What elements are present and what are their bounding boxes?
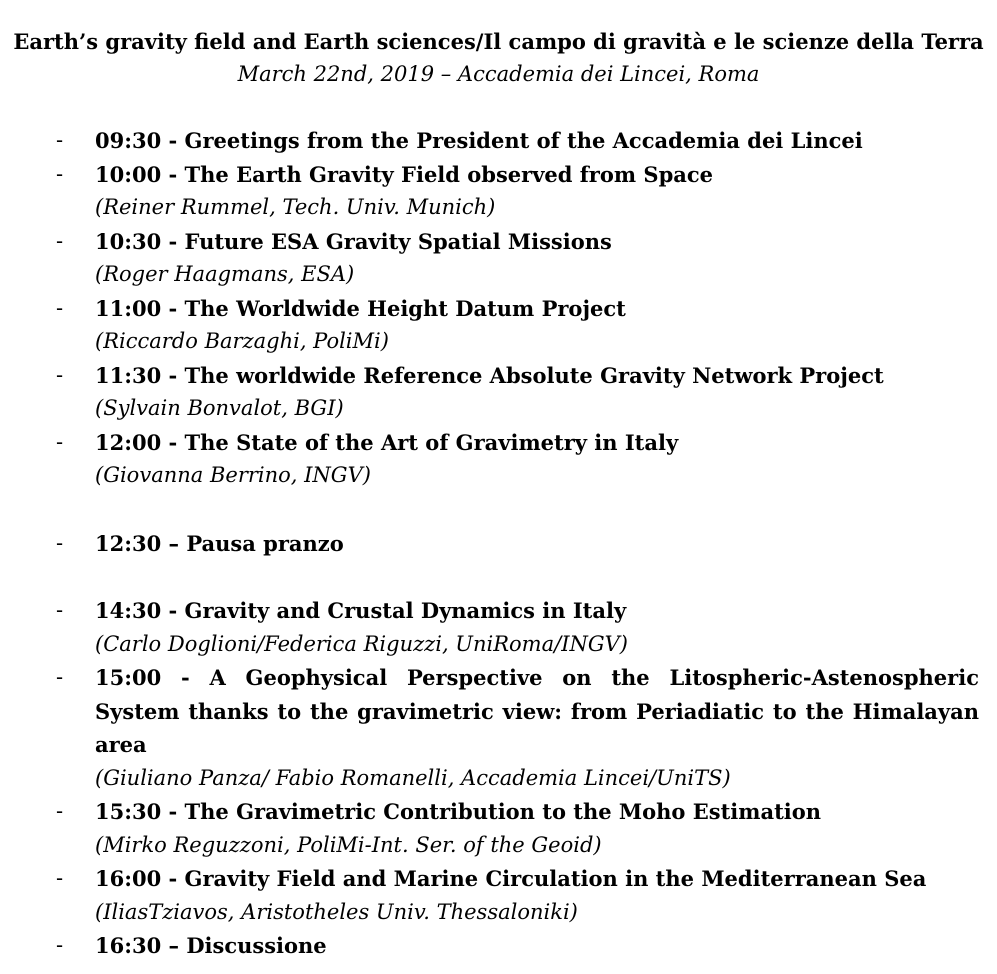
talk-speaker: (Mirko Reguzzoni, PoliMi-Int. Ser. of the Geoid)	[95, 832, 602, 857]
talk-title: 11:30 - The worldwide Reference Absolute Gravity Network Project	[95, 362, 884, 388]
program-item-geophysical-perspective	[0, 661, 997, 795]
program-item-discussion	[0, 929, 997, 963]
program-item-greetings	[0, 124, 997, 158]
list-bullet: -	[56, 429, 64, 454]
document-subtitle: March 22nd, 2019 – Accademia dei Lincei, Roma	[237, 62, 760, 86]
talk-title: 16:30 – Discussione	[95, 933, 327, 958]
talk-title: 10:30 - Future ESA Gravity Spatial Missions	[95, 228, 612, 254]
talk-title: 14:30 - Gravity and Crustal Dynamics in Italy	[95, 598, 627, 623]
document-title: Earth’s gravity field and Earth sciences/Il campo di gravità e le scienze della Terra	[13, 29, 984, 54]
talk-speaker: (Reiner Rummel, Tech. Univ. Munich)	[95, 195, 496, 219]
list-bullet: -	[56, 866, 64, 890]
program-item-gravity-network	[0, 359, 997, 426]
list-bullet: -	[56, 799, 64, 823]
list-bullet: -	[56, 228, 64, 253]
talk-speaker: (Giuliano Panza/ Fabio Romanelli, Accademia Lincei/UniTS)	[95, 765, 731, 790]
spacer	[0, 493, 997, 527]
list-bullet: -	[56, 598, 64, 622]
list-bullet: -	[56, 362, 64, 387]
program-item-esa-missions	[0, 225, 997, 292]
talk-title: 12:00 - The State of the Art of Gravimetry in Italy	[95, 429, 679, 455]
program-item-earth-gravity-field	[0, 158, 997, 225]
program-item-lunch-break	[0, 527, 997, 561]
talk-title: 15:00 - A Geophysical Perspective on the Litospheric-Astenospheric System thanks to the gravimetric view: from Periadiatic to the Himalayan area	[95, 665, 979, 757]
talk-speaker: (Riccardo Barzaghi, PoliMi)	[95, 329, 389, 353]
program-item-crustal-dynamics	[0, 594, 997, 661]
list-bullet: -	[56, 295, 64, 320]
list-bullet: -	[56, 665, 64, 689]
program-item-moho-estimation	[0, 795, 997, 862]
list-bullet: -	[56, 530, 64, 555]
talk-speaker: (IliasTziavos, Aristotheles Univ. Thessaloniki)	[95, 899, 578, 924]
talk-title: 16:00 - Gravity Field and Marine Circulation in the Mediterranean Sea	[95, 866, 927, 891]
program-item-gravimetry-italy	[0, 426, 997, 493]
talk-title: 10:00 - The Earth Gravity Field observed from Space	[95, 161, 714, 187]
talk-title: 09:30 - Greetings from the President of the Accademia dei Lincei	[95, 128, 863, 153]
list-bullet: -	[56, 933, 64, 957]
program-item-height-datum	[0, 292, 997, 359]
talk-speaker: (Sylvain Bonvalot, BGI)	[95, 396, 344, 420]
talk-speaker: (Giovanna Berrino, INGV)	[95, 463, 371, 487]
talk-speaker: (Roger Haagmans, ESA)	[95, 262, 355, 286]
talk-title: 11:00 - The Worldwide Height Datum Project	[95, 295, 626, 321]
list-bullet: -	[56, 161, 64, 186]
talk-speaker: (Carlo Doglioni/Federica Riguzzi, UniRoma/INGV)	[95, 631, 628, 656]
talk-title: 15:30 - The Gravimetric Contribution to the Moho Estimation	[95, 799, 822, 824]
spacer	[0, 560, 997, 594]
program-item-marine-circulation	[0, 862, 997, 929]
talk-title: 12:30 – Pausa pranzo	[95, 530, 344, 556]
program-list	[0, 124, 997, 963]
list-bullet: -	[56, 128, 64, 152]
